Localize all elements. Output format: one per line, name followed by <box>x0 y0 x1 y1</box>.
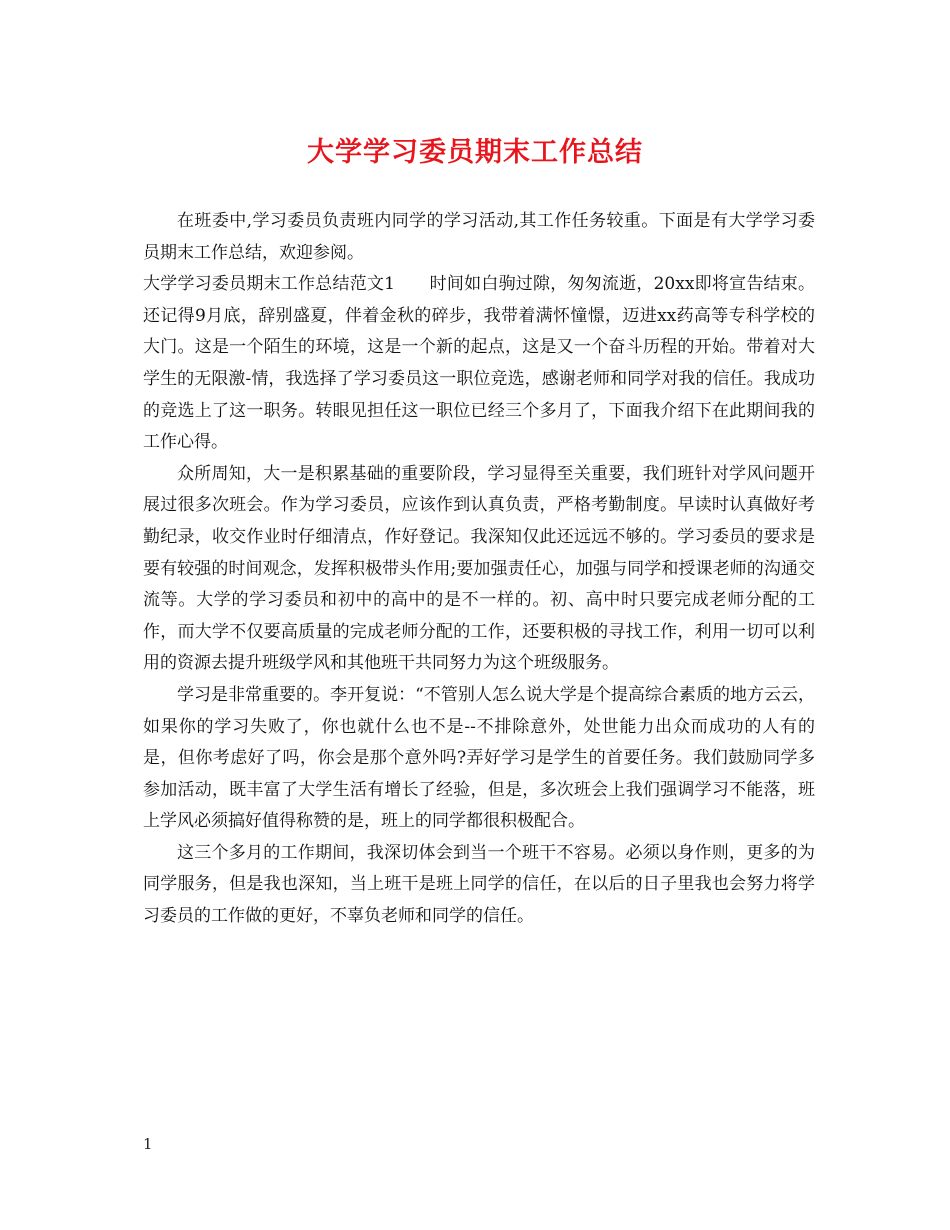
sample-paragraph-1: 大学学习委员期末工作总结范文1 时间如白驹过隙，匆匆流逝，20xx即将宣告结束。还记得9月底，辞别盛夏，伴着金秋的碎步，我带着满怀憧憬，迈进xx药高等专科学校的大门。这是一个陌生的环境，这是一个新的起点，这是又一个奋斗历程的开始。带着对大学生的无限激-情，我选择了学习委员这一职位竞选，感谢老师和同学对我的信任。我成功的竞选上了这一职务。转眼见担任这一职位已经三个多月了，下面我介绍下在此期间我的工作心得。 <box>143 274 815 453</box>
document-body <box>143 206 815 933</box>
document-title: 大学学习委员期末工作总结 <box>307 137 643 168</box>
page-number: 1 <box>143 1135 153 1153</box>
intro-paragraph: 在班委中,学习委员负责班内同学的学习活动,其工作任务较重。下面是有大学学习委员期末工作总结，欢迎参阅。 <box>143 211 815 263</box>
paragraph-study-style: 众所周知，大一是积累基础的重要阶段，学习显得至关重要，我们班针对学风问题开展过很多次班会。作为学习委员，应该作到认真负责，严格考勤制度。早读时认真做好考勤纪录，收交作业时仔细清点，作好登记。我深知仅此还远远不够的。学习委员的要求是要有较强的时间观念，发挥积极带头作用;要加强责任心，加强与同学和授课老师的沟通交流等。大学的学习委员和初中的高中的是不一样的。初、高中时只要完成老师分配的工作，而大学不仅要高质量的完成老师分配的工作，还要积极的寻找工作，利用一切可以利用的资源去提升班级学风和其他班干共同努力为这个班级服务。 <box>143 463 815 674</box>
paragraph-importance-of-study: 学习是非常重要的。李开复说：“不管别人怎么说大学是个提高综合素质的地方云云，如果你的学习失败了，你也就什么也不是--不排除意外，处世能力出众而成功的人有的是，但你考虑好了吗，你会是那个意外吗?弄好学习是学生的首要任务。我们鼓励同学多参加活动，既丰富了大学生活有增长了经验，但是，多次班会上我们强调学习不能落，班上学风必须搞好值得称赞的是，班上的同学都很积极配合。 <box>143 684 815 832</box>
paragraph-conclusion: 这三个多月的工作期间，我深切体会到当一个班干不容易。必须以身作则，更多的为同学服务，但是我也深知，当上班干是班上同学的信任，在以后的日子里我也会努力将学习委员的工作做的更好，不辜负老师和同学的信任。 <box>143 842 815 927</box>
